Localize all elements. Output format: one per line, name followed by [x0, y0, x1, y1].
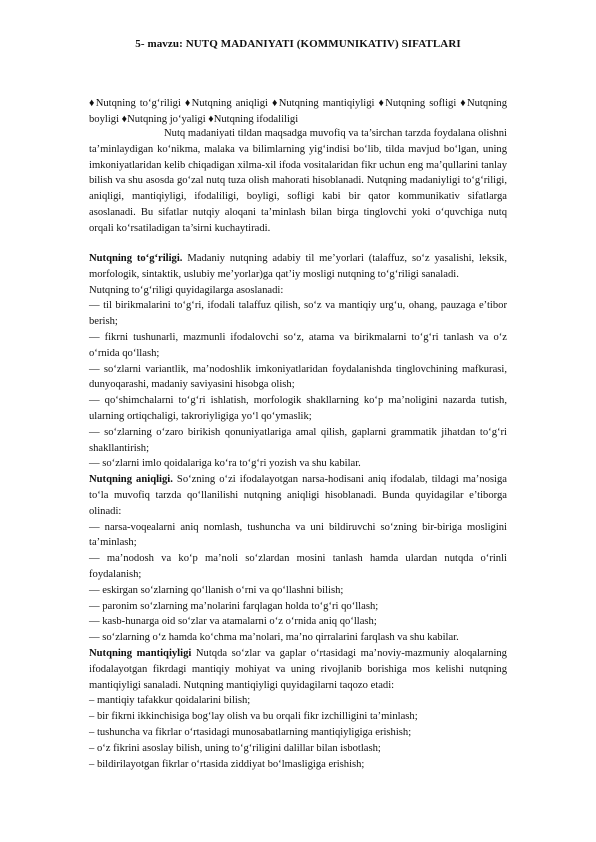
list-item: — so‘zlarni variantlik, ma’nodoshlik imkoniyatlaridan foydalanishda tinglovchining mafkurasi, dunyoqarashi, madaniy saviyasini hisobga olish; — [89, 363, 507, 391]
accuracy-heading: Nutqning aniqligi. — [89, 474, 173, 486]
keywords-text: ♦Nutqning to‘g‘riligi ♦Nutqning aniqligi ♦Nutqning mantiqiyligi ♦Nutqning sofligi ♦Nutqning boyligi ♦Nutqning jo‘yaligi ♦Nutqning ifodaliligi — [89, 98, 507, 125]
keywords-line — [89, 96, 507, 128]
list-item: — fikrni tushunarli, mazmunli ifodalovchi so‘z, atama va birikmalarni to‘g‘ri tanlash va o‘z o‘rnida qo‘llash; — [89, 331, 507, 359]
accuracy-definition: So‘zning o‘zi ifodalayotgan narsa-hodisani aniq ifodalab, tildagi ma’nosiga to‘la muvofiq tarzda qo‘llanilishi nutqning aniqligi hisoblanadi. Bunda quyidagilar e’tiborga olinadi: — [89, 474, 507, 517]
list-item: — so‘zlarning o‘zaro birikish qonuniyatlariga amal qilish, gaplarni grammatik jihatdan to‘g‘ri shakllantirish; — [89, 426, 507, 454]
list-item: — so‘zlarni imlo qoidalariga ko‘ra to‘g‘ri yozish va shu kabilar. — [89, 458, 361, 470]
correctness-paragraph — [89, 251, 507, 283]
intro-paragraph — [89, 126, 507, 237]
main-body — [89, 251, 507, 772]
correctness-basis-intro: Nutqning to‘g‘riligi quyidagilarga asoslanadi: — [89, 284, 284, 296]
list-item: — so‘zlarning o‘z hamda ko‘chma ma’nolari, ma’no qirralarini farqlash va shu kabilar. — [89, 632, 459, 644]
correctness-heading: Nutqning to‘g‘riligi. — [89, 253, 183, 264]
list-item: — eskirgan so‘zlarning qo‘llanish o‘rni va qo‘llashni bilish; — [89, 584, 344, 596]
correctness-definition: Madaniy nutqning adabiy til me’yorlari (talaffuz, so‘z yasalishi, leksik, morfologik, sintaktik, uslubiy me’yorlar)ga qat’iy mosligi nutqning to‘g‘riligi sanaladi. — [89, 253, 507, 280]
list-item: — narsa-voqealarni aniq nomlash, tushuncha va uni bildiruvchi so‘zning bir-biriga mosligini ta’minlash; — [89, 521, 507, 549]
intro-text: Nutq madaniyati tildan maqsadga muvofiq va ta’sirchan tarzda foydalana olishni ta’minlaydigan ko‘nikma, malaka va bilimlarning yig‘indisi bo‘lib, tilda mavjud bo‘lgan, uning imkoniyatlaridan kelib chiqadigan xilma-xil ifoda vositalaridan fikr uchun eng ma’qullarini tanlay bilish va shu asosda go‘zal nutq tuza olish mahorati hisoblanadi. Nutqning madaniyligi to‘g‘riligi, aniqligi, mantiqiyligi, ifodaliligi, boyligi, sofligi kabi bir qator kommunikativ sifatlarga asoslanadi. Bu sifatlar nutqiy aloqani ta’minlash bilan birga tinglovchi yoki o‘quvchiga nutq orqali ko‘rsatiladigan ta’sirni kuchaytiradi. — [89, 128, 507, 234]
list-item: — til birikmalarini to‘g‘ri, ifodali talaffuz qilish, so‘z va mantiqiy urg‘u, ohang, pauzaga e’tibor berish; — [89, 300, 507, 328]
list-item: — paronim so‘zlarning ma’nolarini farqlagan holda to‘g‘ri qo‘llash; — [89, 600, 379, 612]
list-item: — ma’nodosh va ko‘p ma’noli so‘zlardan mosini tanlash hamda ulardan nutqda o‘rinli foydalanish; — [89, 553, 507, 580]
list-item: — kasb-hunarga oid so‘zlar va atamalarni o‘z o‘rnida aniq qo‘llash; — [89, 616, 377, 628]
logic-heading: Nutqning mantiqiyligi — [89, 647, 192, 659]
accuracy-paragraph — [89, 472, 507, 519]
list-item: — qo‘shimchalarni to‘g‘ri ishlatish, morfologik shakllarning ko‘p ma’noligini nazarda tutish, ularning ortiqchaligi, takroriyligiga yo‘l qo‘ymaslik; — [89, 395, 507, 422]
list-item: – bildirilayotgan fikrlar o‘rtasida ziddiyat bo‘lmasligiga erishish; — [89, 758, 365, 770]
list-item: – o‘z fikrini asoslay bilish, uning to‘g‘riligini dalillar bilan isbotlash; — [89, 742, 381, 754]
logic-paragraph — [89, 646, 507, 693]
logic-definition: Nutqda so‘zlar va gaplar o‘rtasidagi ma’noviy-mazmuniy aloqalarning ifodalayotgan fikrdagi mantiqiy mohiyat va uning rivojlanib borishiga mos kelishi nutqning mantiqiyligi sanaladi. Nutqning mantiqiyligi quyidagilarni taqozo etadi: — [89, 647, 507, 691]
list-item: – bir fikrni ikkinchisiga bog‘lay olish va bu orqali fikr izchilligini ta’minlash; — [89, 711, 418, 723]
page-title: 5- mavzu: NUTQ MADANIYATI (KOMMUNIKATIV) SIFATLARI — [135, 38, 461, 50]
list-item: – mantiqiy tafakkur qoidalarini bilish; — [89, 695, 251, 707]
list-item: – tushuncha va fikrlar o‘rtasidagi munosabatlarning mantiqiyligiga erishish; — [89, 726, 412, 738]
